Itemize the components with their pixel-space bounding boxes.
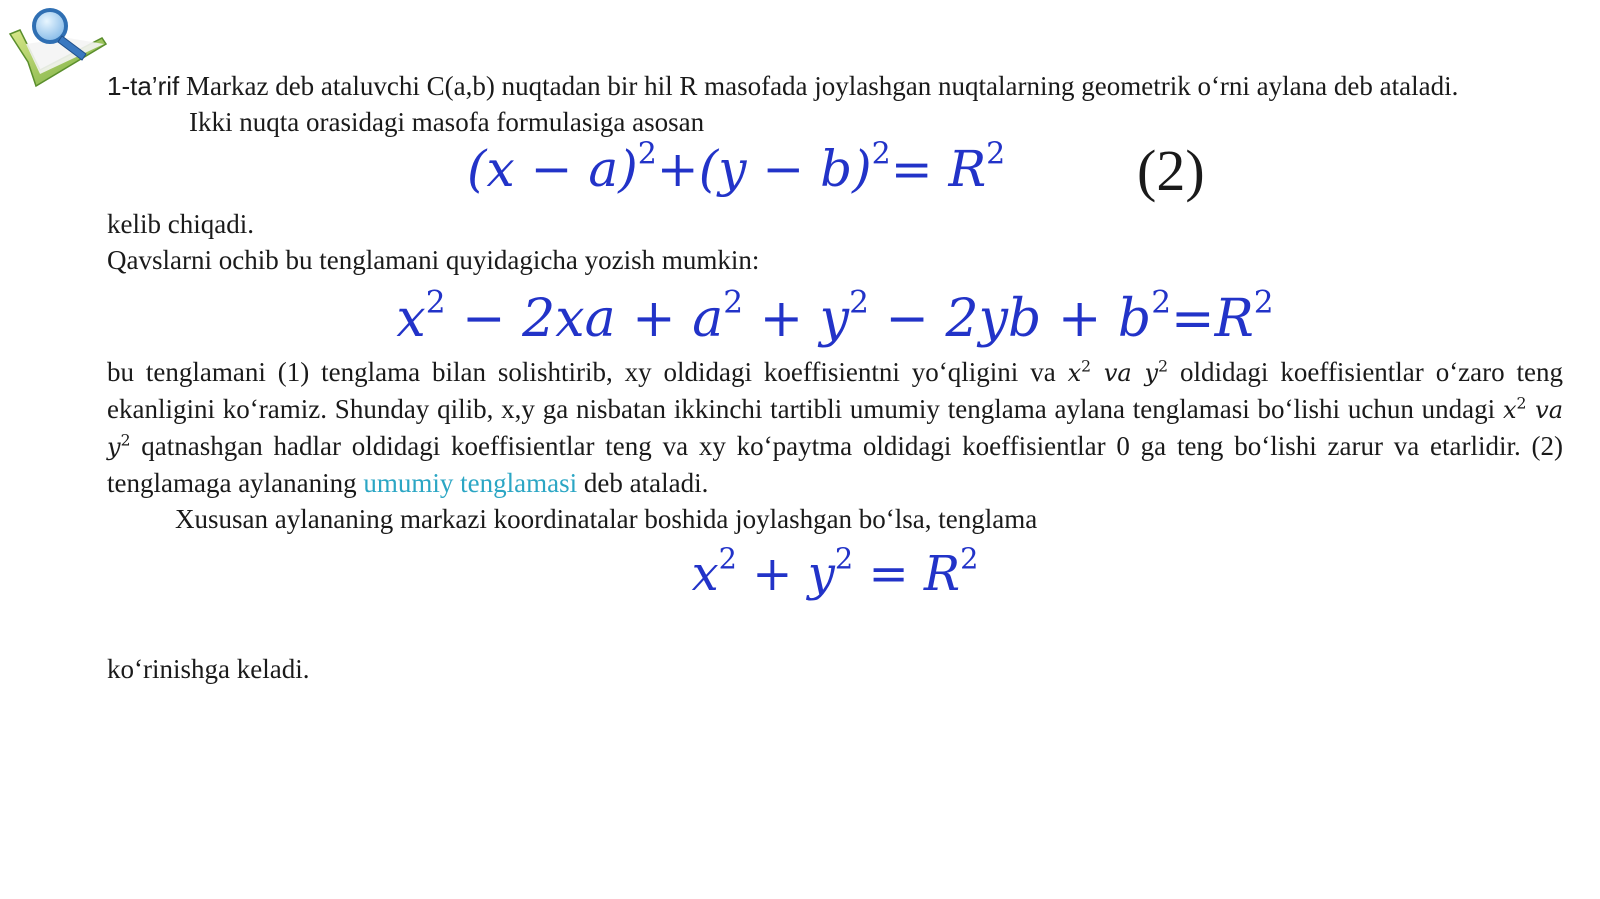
definition-term: 1-ta’rif — [107, 71, 180, 101]
definition-text: Markaz deb ataluvchi C(a,b) nuqtadan bir hil R masofada joylashgan nuqtalarning geometrik o‘rni aylana deb ataladi. — [186, 71, 1459, 101]
equation-circle-standard — [107, 136, 1563, 206]
magnifier-checkmark-icon — [6, 4, 110, 94]
equation-number: (2) — [1137, 138, 1205, 203]
explanation-paragraph — [107, 354, 1563, 501]
inline-math-x2-y2-second: $x^2$ va $y^2$ — [107, 394, 1563, 461]
equation-expanded: $x^2 - 2xa + a^2 + y^2 - 2yb + b^2=R^2$ — [396, 284, 1274, 349]
equation-expression: $(x - a)^2+(y - b)^2= R^2$ — [467, 136, 1006, 198]
explanation-text-2: oldidagi koeffisientlar o‘zaro teng ekanligini ko‘ramiz. Shunday qilib, x,y ga nisbatan ikkinchi tartibli umumiy tenglama aylana tenglamasi bo‘lishi uchun undagi — [107, 357, 1564, 424]
intro-line: Ikki nuqta orasidagi masofa formulasiga asosan — [189, 107, 705, 137]
document-body — [107, 68, 1563, 687]
special-case-line: Xususan aylananing markazi koordinatalar boshida joylashgan bo‘lsa, tenglama — [175, 504, 1038, 534]
after-equation-text: kelib chiqadi. — [107, 209, 254, 239]
definition-paragraph — [107, 68, 1563, 104]
equation-centered-origin: $x^2 + y^2 = R^2$ — [691, 541, 979, 602]
explanation-text-3: qatnashgan hadlar oldidagi koeffisientlar teng va xy ko‘paytma oldidagi koeffisientlar 0 ga teng bo‘lishi zarur va etarlidir. (2) tenglamaga aylananing — [107, 431, 1564, 498]
explanation-text-4: deb ataladi. — [583, 468, 709, 498]
before-expanded-equation-text: Qavslarni ochib bu tenglamani quyidagicha yozish mumkin: — [107, 245, 760, 275]
closing-line: ko‘rinishga keladi. — [107, 654, 310, 684]
inline-math-x2-y2: $x^2$ va $y^2$ — [1067, 357, 1169, 387]
explanation-text-1: bu tenglamani (1) tenglama bilan solishtirib, xy oldidagi koeffisientni yo‘qligini va — [107, 357, 1056, 387]
general-equation-link[interactable]: umumiy tenglamasi — [363, 468, 578, 498]
